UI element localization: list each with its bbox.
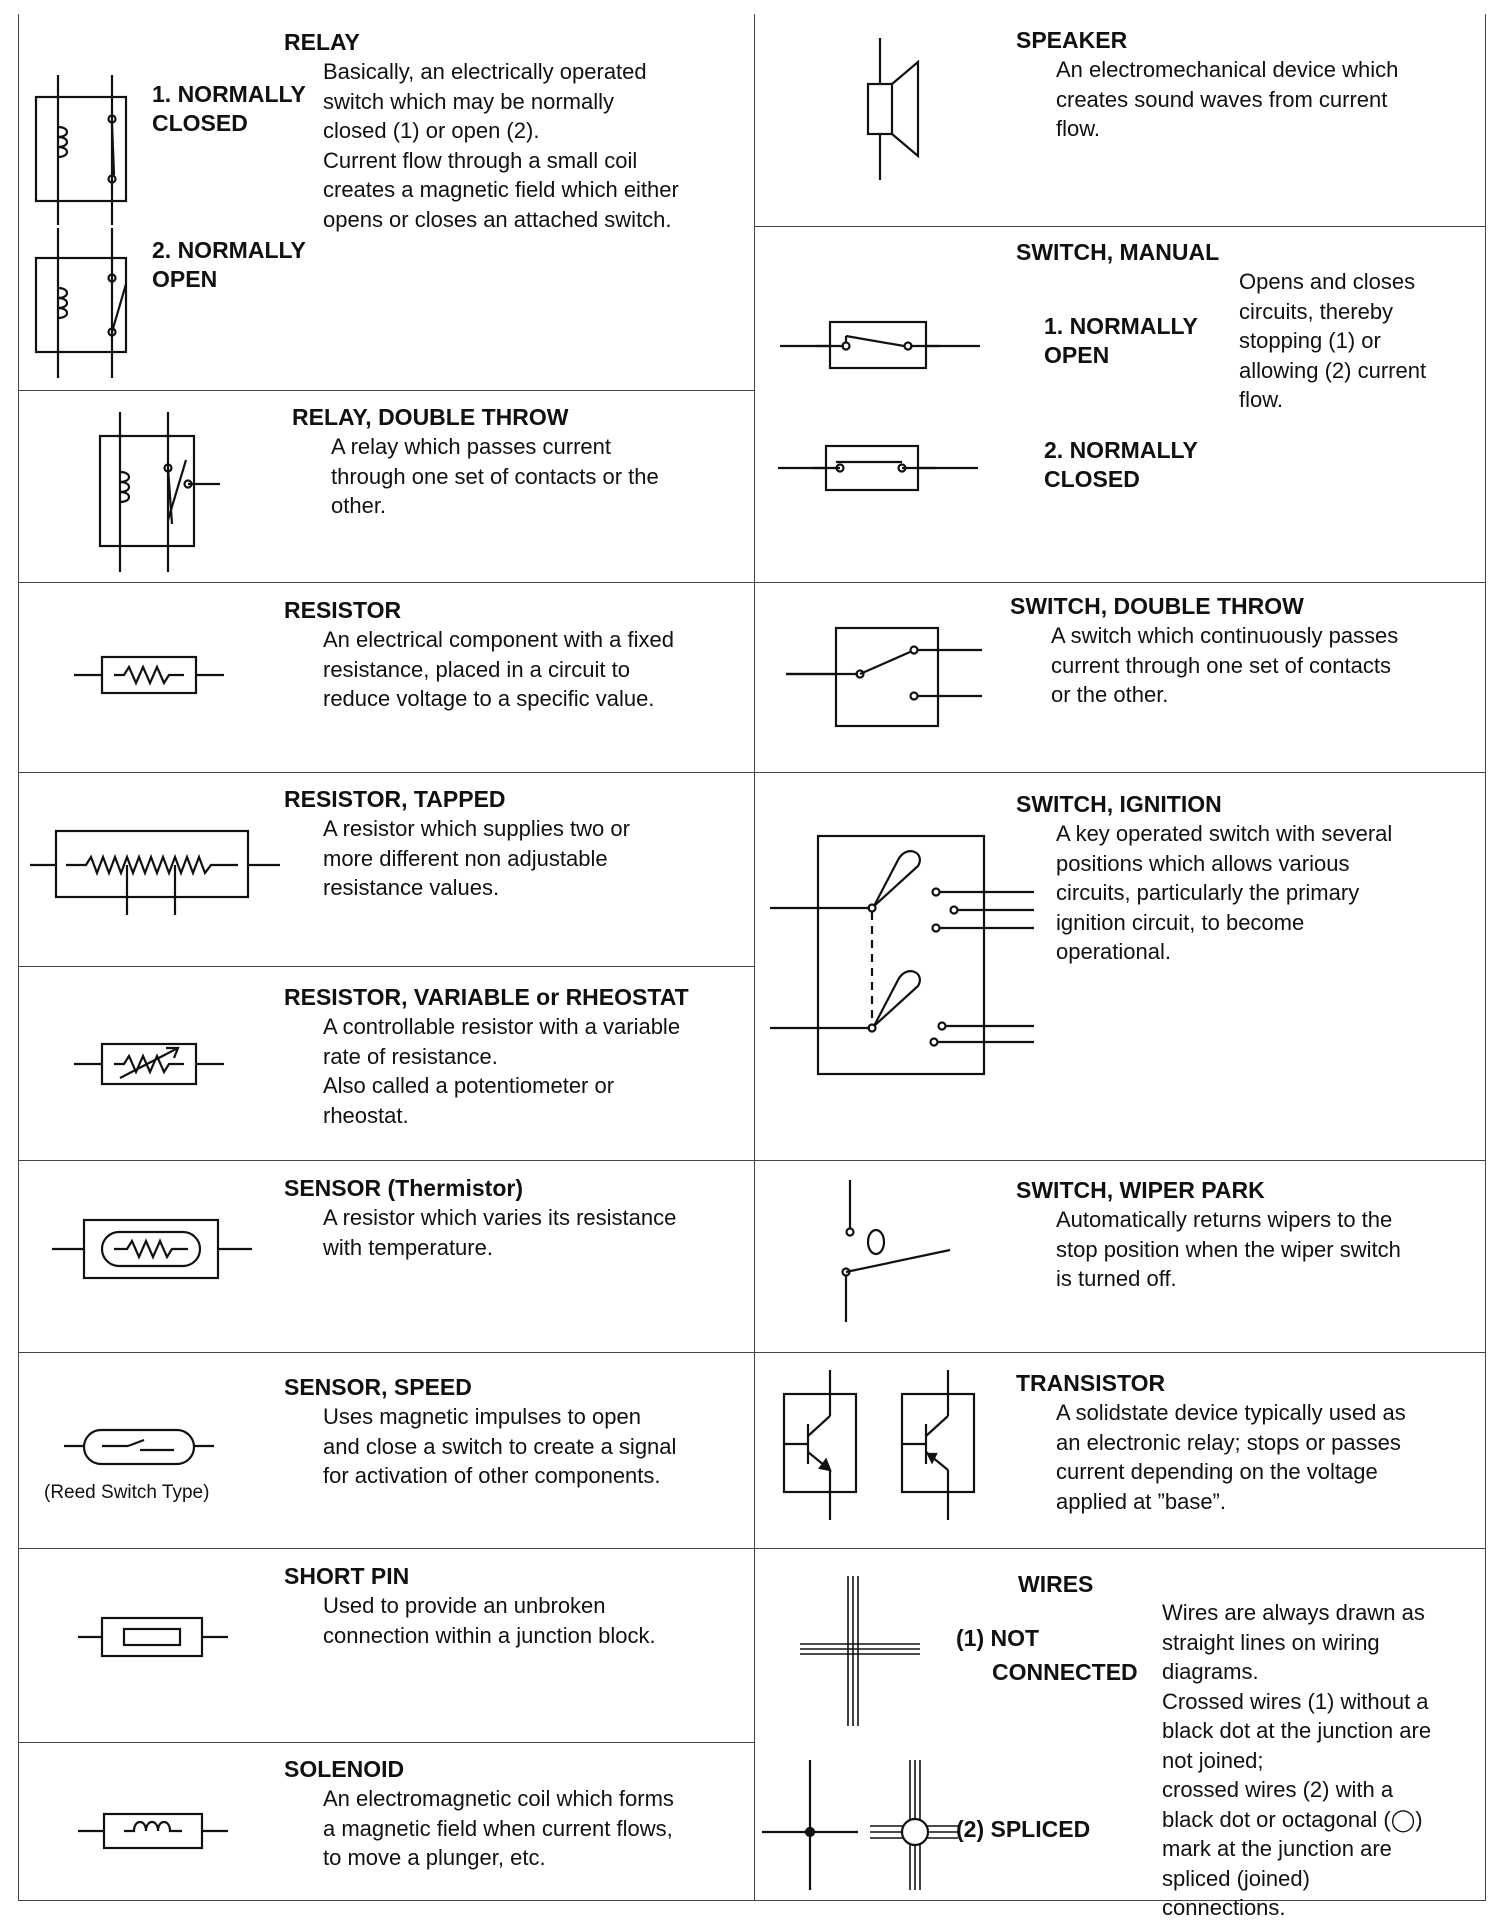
entry-title: SHORT PIN <box>284 1563 410 1589</box>
relay-normally-closed-symbol <box>30 75 140 225</box>
entry-description: Opens and closes circuits, thereby stopping (1) or allowing (2) current flow. <box>1239 269 1427 412</box>
transistor-pnp-symbol <box>898 1370 988 1520</box>
grid-line <box>754 14 755 1900</box>
entry-description: Wires are always drawn as straight lines on wiring diagrams. Crossed wires (1) without a black dot at the junction are not joined; crossed wires (2) with a black dot or octagonal (◯) mark at the junction are spliced (joined) connections. <box>1162 1600 1432 1920</box>
entry-description: Used to provide an unbroken connection within a junction block. <box>323 1593 656 1648</box>
grid-line <box>754 1548 1485 1549</box>
entry-title: RELAY, DOUBLE THROW <box>292 404 569 430</box>
wires-spliced-symbol <box>762 1760 962 1890</box>
relay-normally-open-symbol <box>30 228 140 378</box>
entry-title: RESISTOR, TAPPED <box>284 786 506 812</box>
entry-description: An electromechanical device which creates sound waves from current flow. <box>1056 57 1399 141</box>
resistor-symbol <box>74 650 224 700</box>
grid-line <box>754 226 1485 227</box>
option-label: 1. NORMALLY CLOSED <box>152 81 306 136</box>
entry-description: A resistor which varies its resistance with temperature. <box>323 1205 677 1260</box>
reed-switch-symbol <box>64 1424 214 1474</box>
ignition-switch-symbol <box>770 832 1040 1082</box>
option-label: (1) NOT <box>956 1625 1040 1651</box>
transistor-npn-symbol <box>780 1370 870 1520</box>
option-label: 1. NORMALLY OPEN <box>1044 313 1198 368</box>
entry-title: RELAY <box>284 29 360 55</box>
entry-description: An electromagnetic coil which forms a magnetic field when current flows, to move a plunger, etc. <box>323 1786 674 1870</box>
entry-title: SWITCH, WIPER PARK <box>1016 1177 1265 1203</box>
relay-double-throw-symbol <box>96 412 226 572</box>
grid-line <box>18 1160 754 1161</box>
entry-title: RESISTOR, VARIABLE or RHEOSTAT <box>284 984 689 1010</box>
entry-description: A key operated switch with several positions which allows various circuits, particularly the primary ignition circuit, to become operational. <box>1056 821 1393 964</box>
entry-description: An electrical component with a fixed resistance, placed in a circuit to reduce voltage to a specific value. <box>323 627 674 711</box>
grid-line <box>18 582 754 583</box>
entry-title: TRANSISTOR <box>1016 1370 1166 1396</box>
grid-line <box>18 1352 754 1353</box>
grid-line <box>754 1352 1485 1353</box>
entry-title: SENSOR (Thermistor) <box>284 1175 523 1201</box>
grid-line <box>18 390 754 391</box>
grid-line <box>18 966 754 967</box>
entry-title: SWITCH, MANUAL <box>1016 239 1220 265</box>
manual-switch-normally-closed-symbol <box>778 438 978 498</box>
manual-switch-normally-open-symbol <box>780 316 980 376</box>
grid-line <box>18 14 19 1900</box>
entry-title: SOLENOID <box>284 1756 405 1782</box>
thermistor-symbol <box>52 1214 252 1284</box>
entry-description: A resistor which supplies two or more different non adjustable resistance values. <box>323 816 630 900</box>
entry-title: SWITCH, DOUBLE THROW <box>1010 593 1304 619</box>
option-label: (2) SPLICED <box>956 1816 1091 1842</box>
entry-title: SPEAKER <box>1016 27 1128 53</box>
grid-line <box>754 1160 1485 1161</box>
double-throw-switch-symbol <box>786 620 986 730</box>
option-label: 2. NORMALLY CLOSED <box>1044 437 1198 492</box>
entry-description: Basically, an electrically operated switch which may be normally closed (1) or open (2). Current flow through a small coil creates a magnetic field which either opens or closes an attached switch. <box>323 59 679 232</box>
grid-line <box>18 1742 754 1743</box>
entry-description: A relay which passes current through one set of contacts or the other. <box>331 434 659 518</box>
entry-description: Automatically returns wipers to the stop position when the wiper switch is turned off. <box>1056 1207 1401 1291</box>
solenoid-symbol <box>78 1806 228 1856</box>
wires-not-connected-symbol <box>800 1576 920 1726</box>
resistor-tapped-symbol <box>30 825 280 925</box>
entry-description: A switch which continuously passes current through one set of contacts or the other. <box>1051 623 1399 707</box>
entry-title: RESISTOR <box>284 597 402 623</box>
grid-line <box>754 582 1485 583</box>
entry-description: Uses magnetic impulses to open and close a switch to create a signal for activation of other components. <box>323 1404 677 1488</box>
option-label: 2. NORMALLY OPEN <box>152 237 306 292</box>
grid-line <box>754 772 1485 773</box>
speaker-symbol <box>856 38 936 188</box>
short-pin-symbol <box>78 1612 228 1662</box>
grid-line <box>1485 14 1486 1900</box>
symbol-caption: (Reed Switch Type) <box>44 1482 210 1503</box>
variable-resistor-symbol <box>74 1034 224 1094</box>
grid-line <box>18 772 754 773</box>
entry-title: SENSOR, SPEED <box>284 1374 472 1400</box>
entry-title: WIRES <box>1018 1571 1094 1597</box>
entry-description: A controllable resistor with a variable rate of resistance. Also called a potentiometer or rheostat. <box>323 1014 681 1128</box>
grid-line <box>18 1548 754 1549</box>
wiper-park-switch-symbol <box>830 1176 960 1326</box>
option-label: CONNECTED <box>992 1659 1138 1685</box>
entry-title: SWITCH, IGNITION <box>1016 791 1222 817</box>
entry-description: A solidstate device typically used as an electronic relay; stops or passes current depending on the voltage applied at ”base”. <box>1056 1400 1406 1514</box>
